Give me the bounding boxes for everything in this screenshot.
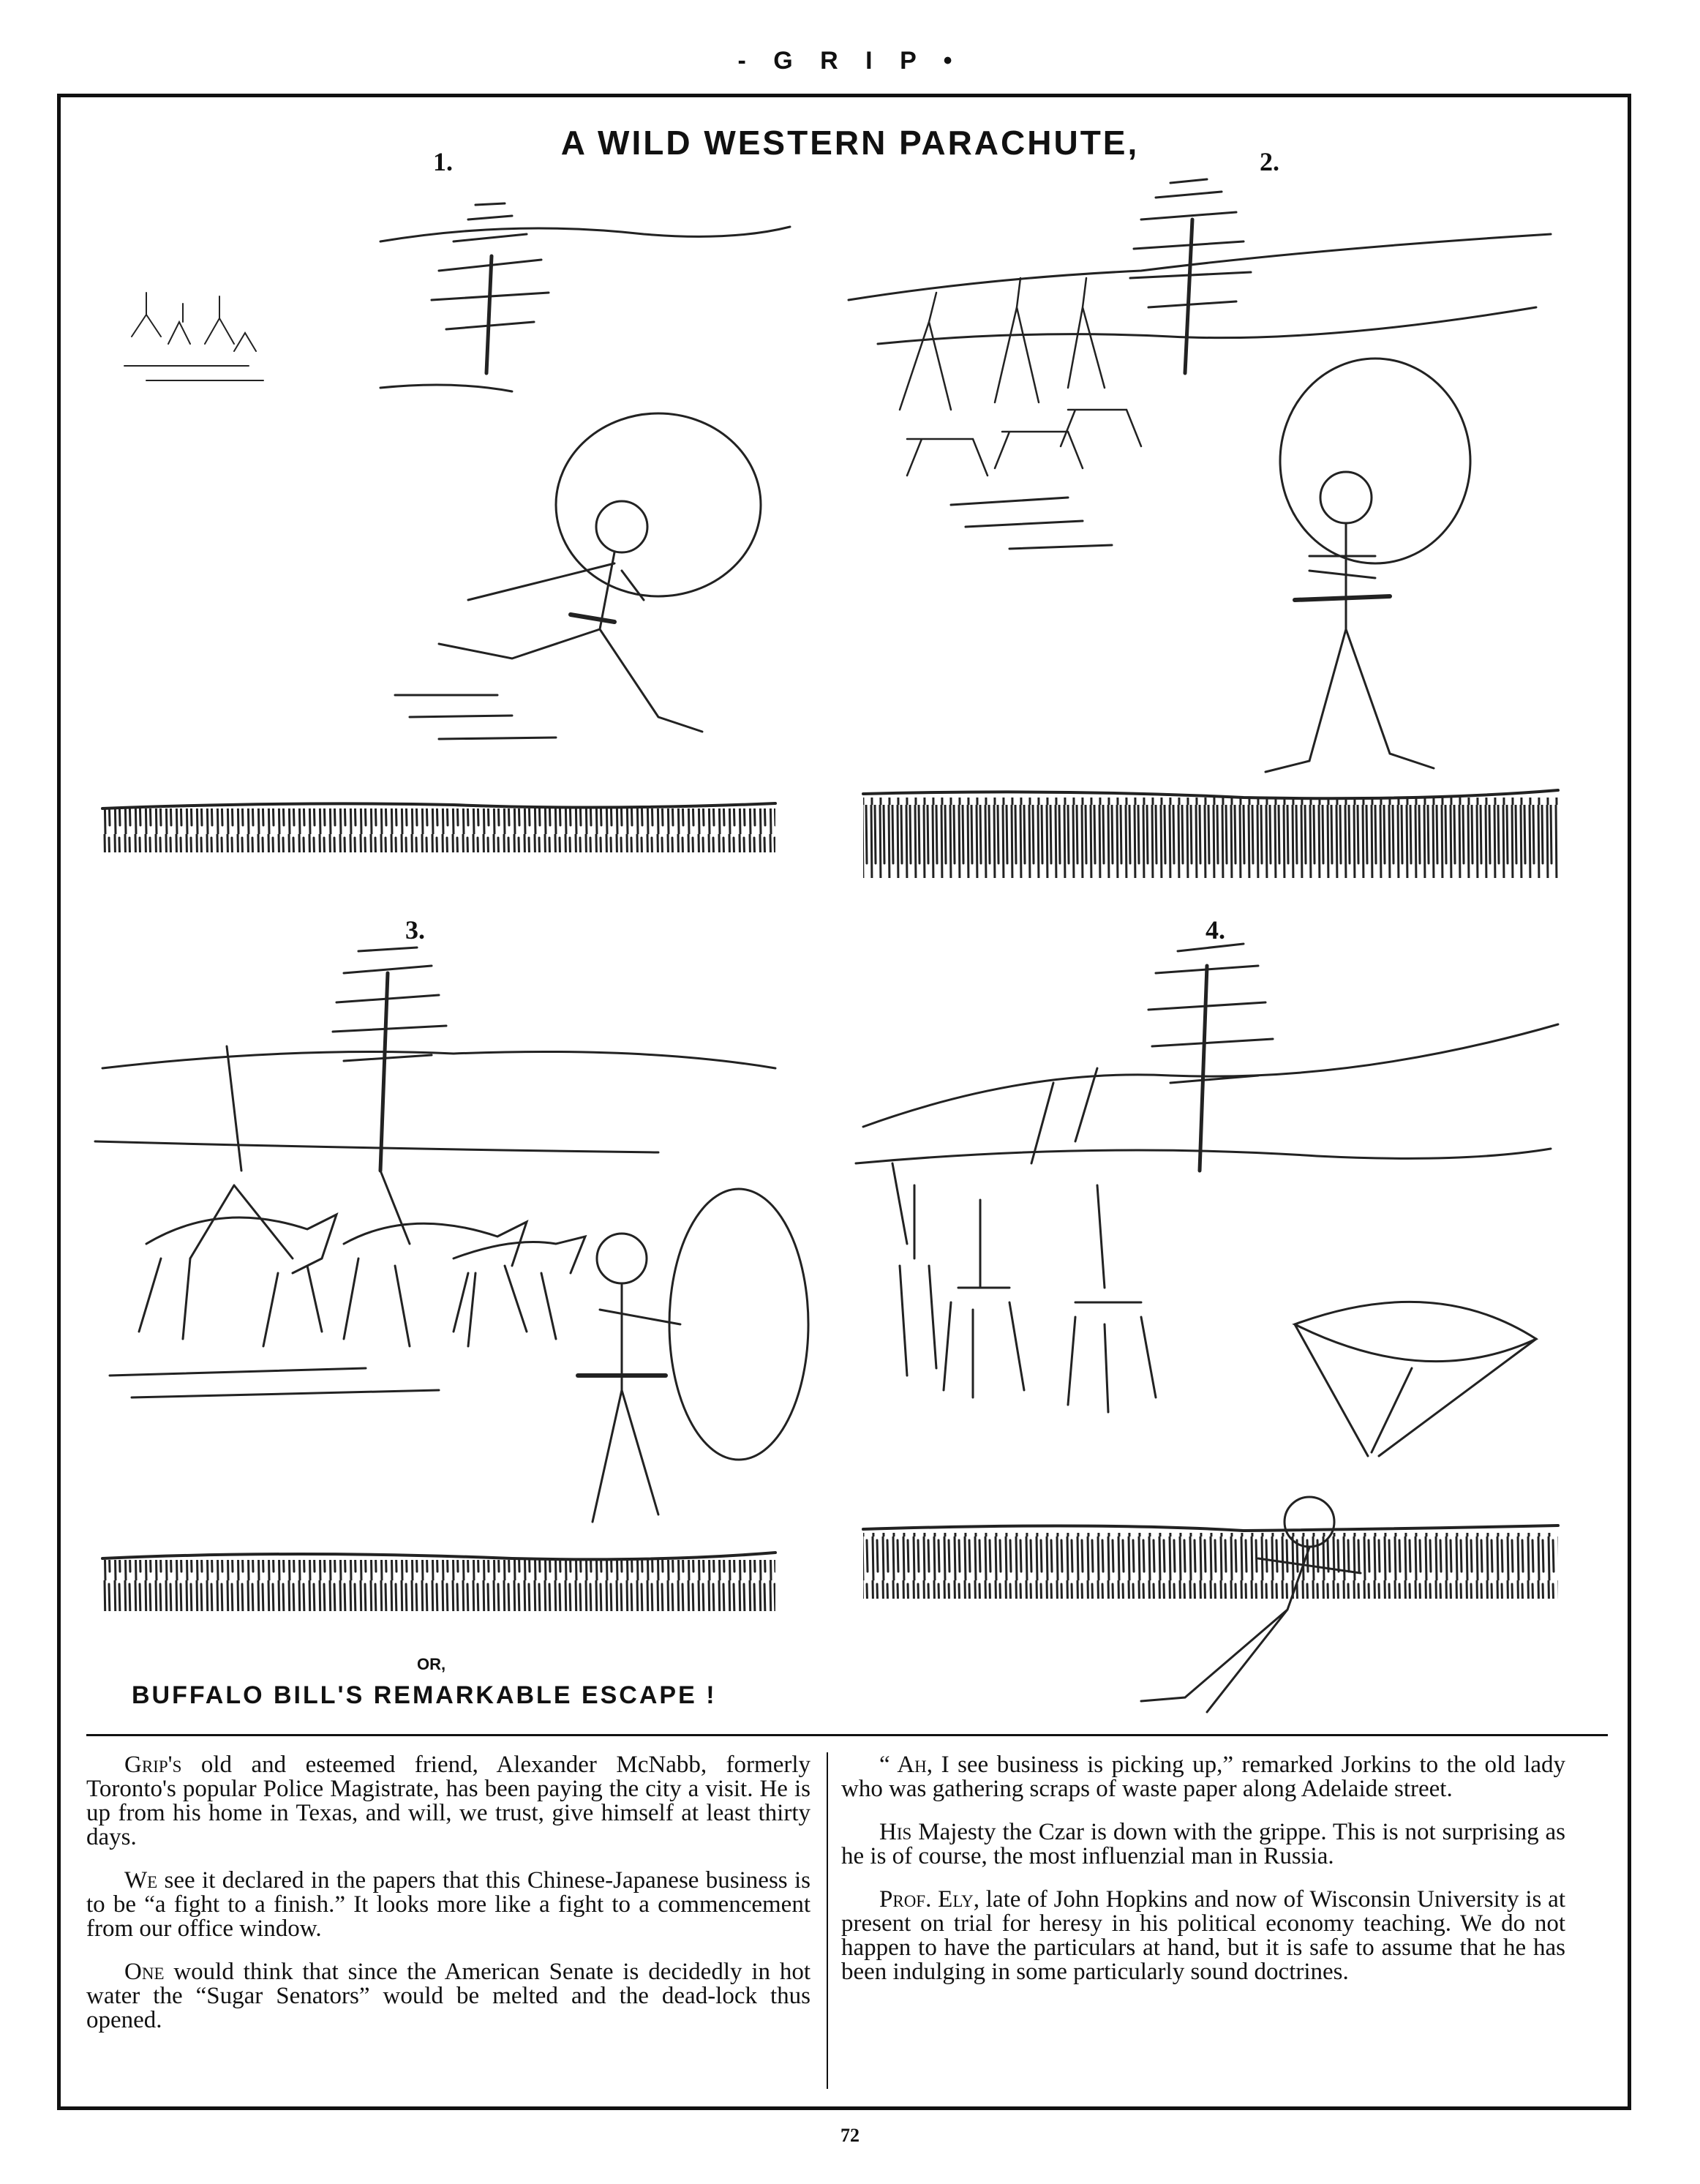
panel-1-scene bbox=[102, 203, 790, 852]
panel-3-scene bbox=[95, 947, 808, 1611]
panel-2-scene bbox=[849, 179, 1558, 878]
paragraph-czar: His Majesty the Czar is down with the grippe. This is not surprising as he is of course, the most influenzial man in Russia. bbox=[841, 1819, 1565, 1869]
cartoon-subtitle: BUFFALO BILL'S REMARKABLE ESCAPE ! bbox=[132, 1681, 717, 1709]
paragraph-mcnabb: Grip's old and esteemed friend, Alexander McNabb, formerly Toronto's popular Police Magistrate, has been paying the city a visit. He is up from his home in Texas, and will, we trust, give himself at least thirty days. bbox=[86, 1752, 810, 1850]
paragraph-sugar-senators: One would think that since the American Senate is decidedly in hot water the “Sugar Senators” would be melted and the dead-lock thus opened. bbox=[86, 1959, 810, 2033]
column-divider bbox=[827, 1752, 828, 2089]
panel-number-2: 2. bbox=[1260, 147, 1279, 176]
masthead: - G R I P • bbox=[737, 47, 963, 75]
page-number: 72 bbox=[840, 2125, 860, 2146]
paragraph-chinese-japanese: We see it declared in the papers that this Chinese-Japanese business is to be “a fight to a finish.” It looks more like a fight to a commencement from our office window. bbox=[86, 1867, 810, 1942]
panel-4-scene bbox=[856, 944, 1558, 1712]
panel-number-3: 3. bbox=[405, 915, 425, 945]
left-column bbox=[86, 1753, 810, 2052]
paragraph-prof-ely: Prof. Ely, late of John Hopkins and now of Wisconsin University is at present on trial for heresy in his political economy teaching. We do not happen to have the particulars at hand, but it is safe to assume that he has been indulging in some particularly sound doctrines. bbox=[841, 1886, 1565, 1985]
cartoon-title: A WILD WESTERN PARACHUTE, bbox=[560, 124, 1140, 162]
right-column bbox=[841, 1753, 1565, 2003]
horizontal-rule bbox=[86, 1734, 1608, 1736]
panel-number-1: 1. bbox=[433, 147, 453, 176]
subtitle-or: OR, bbox=[417, 1655, 446, 1673]
paragraph-jorkins: “ Ah, I see business is picking up,” remarked Jorkins to the old lady who was gathering scraps of waste paper along Adelaide street. bbox=[841, 1752, 1565, 1802]
panel-number-4: 4. bbox=[1206, 915, 1225, 945]
